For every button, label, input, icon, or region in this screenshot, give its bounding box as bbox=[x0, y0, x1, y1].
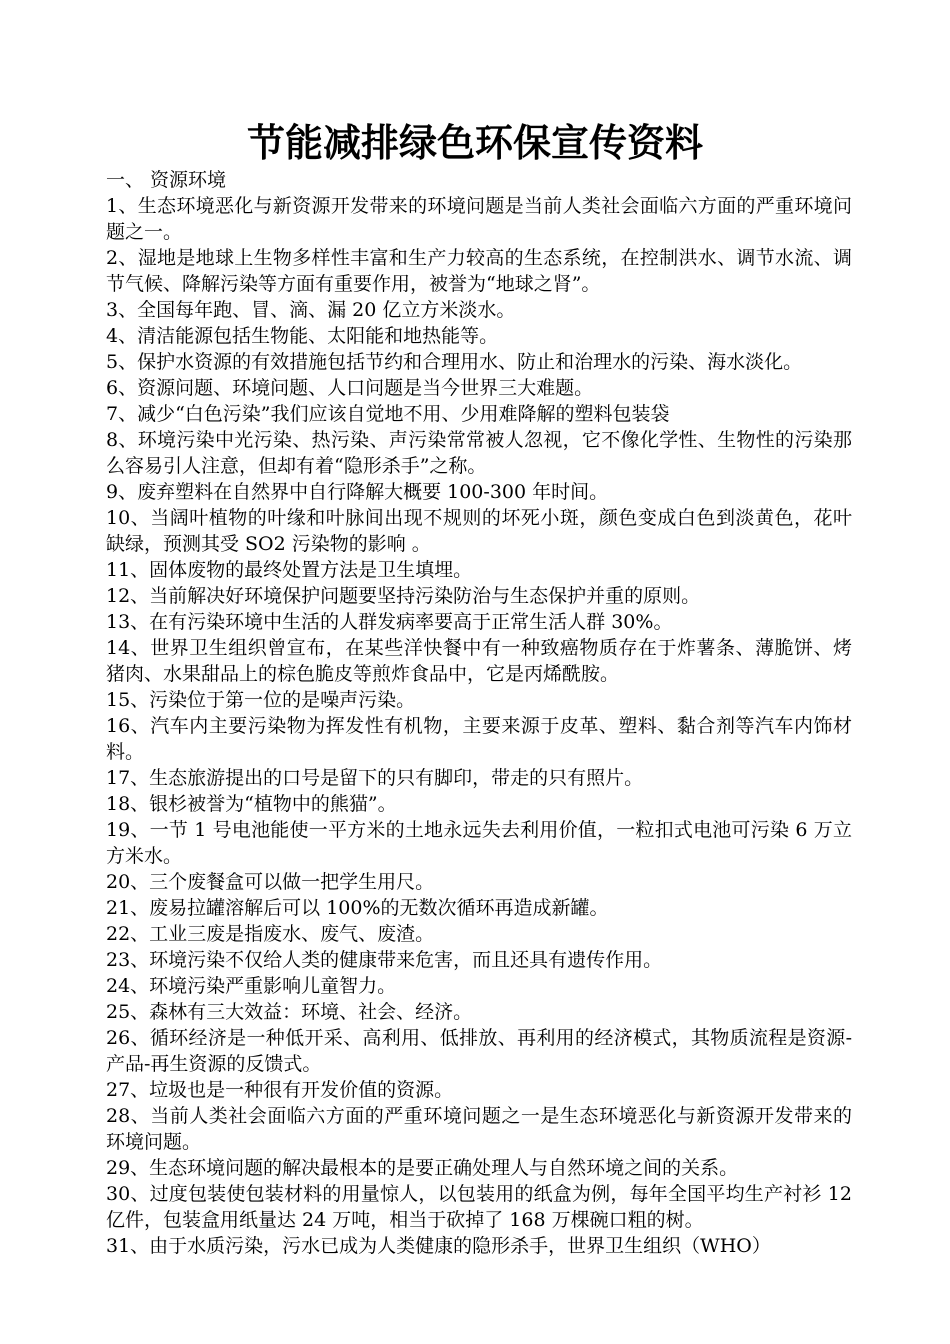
list-item: 2、湿地是地球上生物多样性丰富和生产力较高的生态系统，在控制洪水、调节水流、调节气候、降解污染等方面有重要作用，被誉为“地球之肾”。 bbox=[106, 247, 852, 295]
list-item: 11、固体废物的最终处置方法是卫生填埋。 bbox=[106, 559, 473, 581]
list-item: 17、生态旅游提出的口号是留下的只有脚印，带走的只有照片。 bbox=[106, 767, 644, 789]
list-item: 30、过度包装使包装材料的用量惊人，以包装用的纸盒为例，每年全国平均生产衬衫 12 亿件，包装盒用纸量达 24 万吨，相当于砍掉了 168 万棵碗口粗的树。 bbox=[106, 1183, 852, 1231]
document-body bbox=[106, 167, 852, 1259]
list-item: 23、环境污染不仅给人类的健康带来危害，而且还具有遗传作用。 bbox=[106, 949, 663, 971]
list-item: 18、银杉被誉为“植物中的熊猫”。 bbox=[106, 793, 397, 815]
list-item: 1、生态环境恶化与新资源开发带来的环境问题是当前人类社会面临六方面的严重环境问题之一。 bbox=[106, 195, 852, 243]
list-item: 3、全国每年跑、冒、滴、漏 20 亿立方米淡水。 bbox=[106, 299, 516, 321]
list-item: 16、汽车内主要污染物为挥发性有机物，主要来源于皮革、塑料、黏合剂等汽车内饰材料。 bbox=[106, 715, 852, 763]
list-item: 31、由于水质污染，污水已成为人类健康的隐形杀手，世界卫生组织（WHO） bbox=[106, 1235, 771, 1257]
list-item: 27、垃圾也是一种很有开发价值的资源。 bbox=[106, 1079, 454, 1101]
list-item: 26、循环经济是一种低开采、高利用、低排放、再利用的经济模式，其物质流程是资源-产品-再生资源的反馈式。 bbox=[106, 1027, 852, 1075]
list-item: 7、减少“白色污染”我们应该自觉地不用、少用难降解的塑料包装袋 bbox=[106, 403, 670, 425]
list-item: 15、污染位于第一位的是噪声污染。 bbox=[106, 689, 416, 711]
list-item: 20、三个废餐盒可以做一把学生用尺。 bbox=[106, 871, 435, 893]
list-item: 25、森林有三大效益：环境、社会、经济。 bbox=[106, 1001, 473, 1023]
list-item: 19、一节 1 号电池能使一平方米的土地永远失去利用价值，一粒扣式电池可污染 6 万立方米水。 bbox=[106, 819, 852, 867]
list-item: 8、环境污染中光污染、热污染、声污染常常被人忽视，它不像化学性、生物性的污染那么容易引人注意，但却有着“隐形杀手”之称。 bbox=[106, 429, 852, 477]
list-item: 12、当前解决好环境保护问题要坚持污染防治与生态保护并重的原则。 bbox=[106, 585, 701, 607]
list-item: 22、工业三废是指废水、废气、废渣。 bbox=[106, 923, 435, 945]
list-item: 14、世界卫生组织曾宣布，在某些洋快餐中有一种致癌物质存在于炸薯条、薄脆饼、烤猪肉、水果甜品上的棕色脆皮等煎炸食品中，它是丙烯酰胺。 bbox=[106, 637, 852, 685]
list-item: 24、环境污染严重影响儿童智力。 bbox=[106, 975, 397, 997]
list-item: 13、在有污染环境中生活的人群发病率要高于正常生活人群 30%。 bbox=[106, 611, 673, 633]
list-item: 4、清洁能源包括生物能、太阳能和地热能等。 bbox=[106, 325, 499, 347]
list-item: 6、资源问题、环境问题、人口问题是当今世界三大难题。 bbox=[106, 377, 594, 399]
list-item: 10、当阔叶植物的叶缘和叶脉间出现不规则的坏死小斑，颜色变成白色到淡黄色，花叶缺绿，预测其受 SO2 污染物的影响 。 bbox=[106, 507, 852, 555]
list-item: 28、当前人类社会面临六方面的严重环境问题之一是生态环境恶化与新资源开发带来的环境问题。 bbox=[106, 1105, 852, 1153]
document-title: 节能减排绿色环保宣传资料 bbox=[246, 120, 703, 165]
list-item: 5、保护水资源的有效措施包括节约和合理用水、防止和治理水的污染、海水淡化。 bbox=[106, 351, 803, 373]
section-heading: 一、 资源环境 bbox=[106, 169, 227, 191]
list-item: 21、废易拉罐溶解后可以 100%的无数次循环再造成新罐。 bbox=[106, 897, 609, 919]
list-item: 29、生态环境问题的解决最根本的是要正确处理人与自然环境之间的关系。 bbox=[106, 1157, 739, 1179]
list-item: 9、废弃塑料在自然界中自行降解大概要 100-300 年时间。 bbox=[106, 481, 609, 503]
